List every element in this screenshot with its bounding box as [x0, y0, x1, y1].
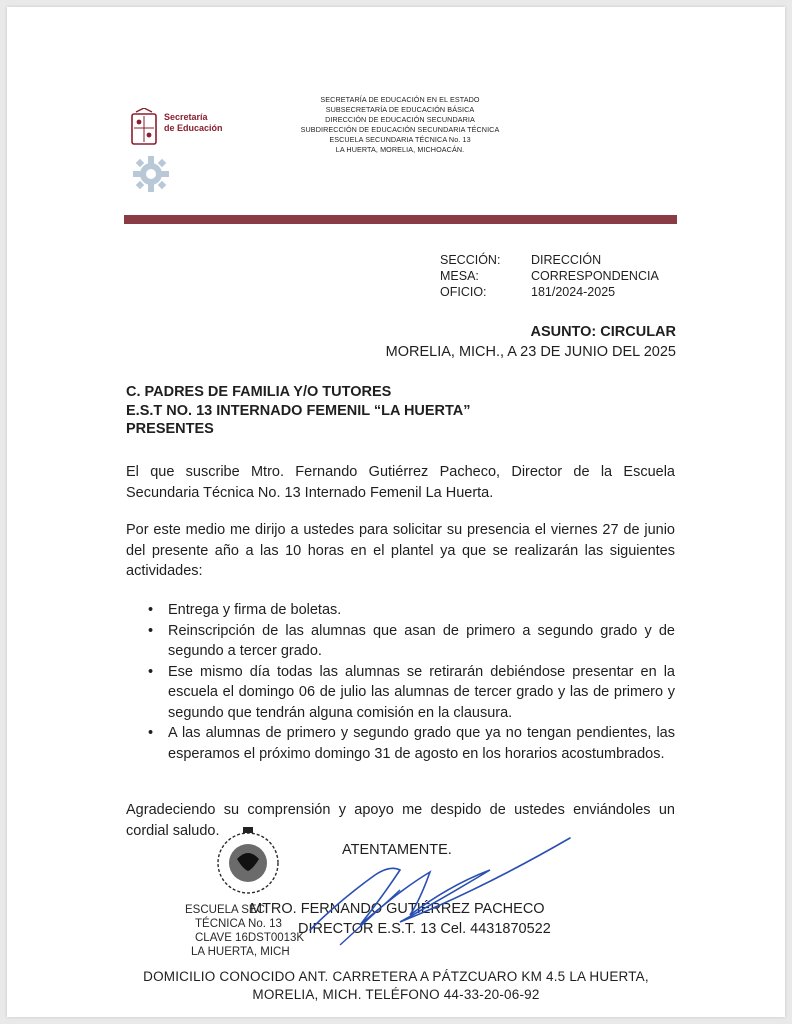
- header-line: LA HUERTA, MORELIA, MICHOACÁN.: [335, 145, 465, 154]
- stamp-line: ESCUELA SEC.: [185, 904, 269, 916]
- activities-list: [148, 600, 675, 764]
- document-meta: [440, 252, 659, 300]
- addressee-line: E.S.T NO. 13 INTERNADO FEMENIL “LA HUERTA”: [126, 402, 471, 419]
- footer-line: MORELIA, MICH. TELÉFONO 44-33-20-06-92: [252, 986, 540, 1002]
- addressee-block: [126, 383, 471, 439]
- meta-oficio: [440, 284, 659, 300]
- meta-seccion: [440, 252, 659, 268]
- list-item: • A las alumnas de primero y segundo grado que ya no tengan pendientes, las esperamos el próximo domingo 31 de agosto en los horarios acostumbrados.: [148, 723, 675, 764]
- paragraph-request: Por este medio me dirijo a ustedes para solicitar su presencia el viernes 27 de junio del presente año a las 10 horas en el plantel ya que se realizarán las siguientes actividades:: [126, 522, 675, 579]
- handwritten-signature-icon: [280, 830, 580, 950]
- meta-mesa-value: CORRESPONDENCIA: [531, 269, 659, 283]
- closing-salutation: ATENTAMENTE.: [342, 842, 452, 858]
- header-line: SECRETARÍA DE EDUCACIÓN EN EL ESTADO: [320, 95, 480, 104]
- subject-line: ASUNTO: CIRCULAR: [530, 324, 676, 340]
- national-seal-stamp-icon: [207, 825, 289, 897]
- header-line: SUBDIRECCIÓN DE EDUCACIÓN SECUNDARIA TÉCNICA: [300, 125, 500, 134]
- footer-line: DOMICILIO CONOCIDO ANT. CARRETERA A PÁTZCUARO KM 4.5 LA HUERTA,: [143, 969, 649, 984]
- meta-seccion-label: SECCIÓN:: [440, 253, 501, 267]
- list-item: • Ese mismo día todas las alumnas se retirarán debiéndose presentar en la escuela el domingo 06 de julio las alumnas de tercer grado y las de primero y segundo que tendrán alguna comisión en la clausura.: [148, 662, 675, 724]
- logo-text-line1: Secretaría: [164, 112, 208, 122]
- meta-oficio-value: 181/2024-2025: [531, 285, 616, 299]
- header-line: SUBSECRETARÍA DE EDUCACIÓN BÁSICA: [325, 105, 475, 114]
- gear-emblem-icon: [132, 154, 170, 194]
- header-institution-lines: [280, 95, 520, 155]
- stamp-line: TÉCNICA No. 13: [195, 918, 282, 930]
- crest-icon: [130, 108, 158, 146]
- addressee-line: C. PADRES DE FAMILIA Y/O TUTORES: [126, 384, 392, 400]
- list-item: • Entrega y firma de boletas.: [148, 600, 675, 621]
- footer-address: [100, 968, 692, 1003]
- header-divider: [124, 215, 677, 224]
- meta-seccion-value: DIRECCIÓN: [531, 253, 602, 267]
- meta-mesa-label: MESA:: [440, 269, 479, 283]
- stamp-line: CLAVE 16DST0013K: [195, 932, 305, 944]
- logo-text-line2: de Educación: [164, 123, 223, 133]
- signer-name: MTRO. FERNANDO GUTIÉRREZ PACHECO: [250, 901, 545, 917]
- addressee-line: PRESENTES: [126, 421, 214, 437]
- list-item: • Reinscripción de las alumnas que asan de primero a segundo grado y de segundo a tercer grado.: [148, 621, 675, 662]
- stamp-line: LA HUERTA, MICH: [191, 946, 290, 958]
- header-line: DIRECCIÓN DE EDUCACIÓN SECUNDARIA: [325, 115, 475, 124]
- signer-title: DIRECTOR E.S.T. 13 Cel. 4431870522: [298, 921, 551, 937]
- paragraph-closing: Agradeciendo su comprensión y apoyo me despido de ustedes enviándoles un cordial saludo.: [126, 802, 675, 839]
- date-line: MORELIA, MICH., A 23 DE JUNIO DEL 2025: [385, 344, 676, 360]
- header-line: ESCUELA SECUNDARIA TÉCNICA No. 13: [329, 135, 471, 144]
- meta-oficio-label: OFICIO:: [440, 285, 487, 299]
- meta-mesa: [440, 268, 659, 284]
- secretaria-logo: [130, 106, 230, 198]
- paragraph-intro: El que suscribe Mtro. Fernando Gutiérrez Pacheco, Director de la Escuela Secundaria Técnica No. 13 Internado Femenil La Huerta.: [126, 464, 675, 501]
